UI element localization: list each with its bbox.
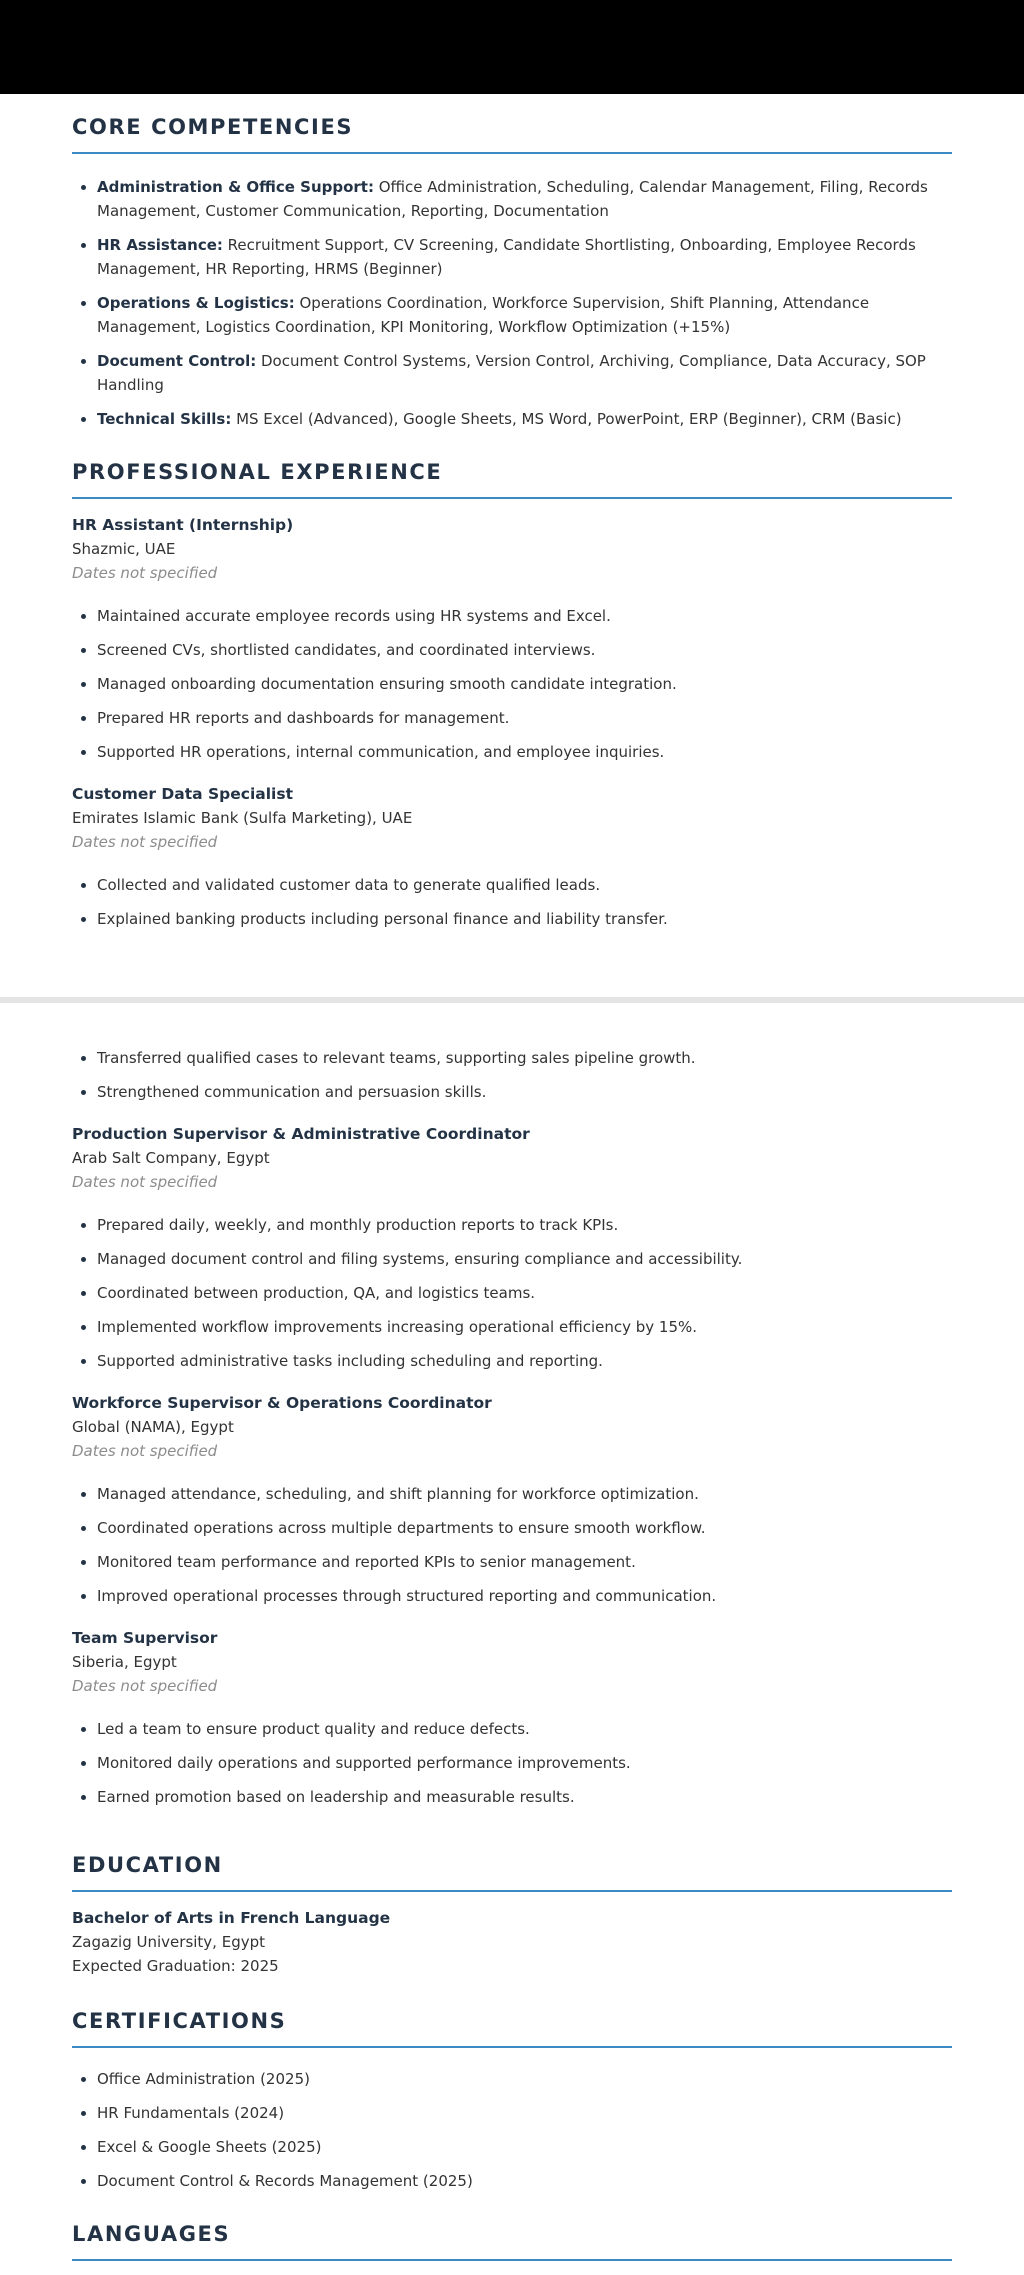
job-bullets: [72, 873, 952, 931]
list-item: • Excel & Google Sheets (2025): [97, 2135, 952, 2159]
skill-text: Operations Coordination, Workforce Supervision, Shift Planning, Attendance Management, Logistics Coordination, KPI Monitoring, Workflow Optimization (+15%): [97, 294, 870, 336]
list-item: • Managed onboarding documentation ensuring smooth candidate integration.: [97, 672, 952, 696]
list-item: • Transferred qualified cases to relevant teams, supporting sales pipeline growth.: [97, 1046, 952, 1070]
skill-text: Recruitment Support, CV Screening, Candidate Shortlisting, Onboarding, Employee Records Management, HR Reporting, HRMS (Beginner): [97, 236, 916, 278]
job-entry: [72, 1391, 952, 1608]
list-item: • Supported HR operations, internal communication, and employee inquiries.: [97, 740, 952, 764]
job-company: Emirates Islamic Bank (Sulfa Marketing), UAE: [72, 809, 413, 827]
job-company: Siberia, Egypt: [72, 1653, 177, 1671]
resume-page-1: [0, 94, 1024, 997]
job-bullets: [72, 1482, 952, 1608]
job-title: Team Supervisor: [72, 1629, 218, 1647]
graduation: Expected Graduation: 2025: [72, 1957, 279, 1975]
list-item: • Maintained accurate employee records using HR systems and Excel.: [97, 604, 952, 628]
list-item: • Explained banking products including personal finance and liability transfer.: [97, 907, 952, 931]
list-item: • Strengthened communication and persuasion skills.: [97, 1080, 952, 1104]
job-title: Workforce Supervisor & Operations Coordinator: [72, 1394, 492, 1412]
experience-continued: [72, 1046, 952, 1819]
list-item: • Prepared daily, weekly, and monthly production reports to track KPIs.: [97, 1213, 952, 1237]
job-dates: Dates not specified: [72, 833, 218, 851]
job-title: HR Assistant (Internship): [72, 516, 294, 534]
list-item: • Monitored team performance and reported KPIs to senior management.: [97, 1550, 952, 1574]
list-item: • Managed attendance, scheduling, and shift planning for workforce optimization.: [97, 1482, 952, 1506]
list-item: • Supported administrative tasks including scheduling and reporting.: [97, 1349, 952, 1373]
list-item: [97, 233, 952, 281]
experience-section: [72, 460, 952, 941]
job-title: Production Supervisor & Administrative Coordinator: [72, 1125, 530, 1143]
job-dates: Dates not specified: [72, 564, 218, 582]
job-entry: [72, 1122, 952, 1373]
section-title-education: EDUCATION: [72, 1853, 952, 1892]
job-entry: [72, 1626, 952, 1809]
job-bullets: [72, 1717, 952, 1809]
list-item: • Improved operational processes through structured reporting and communication.: [97, 1584, 952, 1608]
skill-label: Operations & Logistics:: [97, 294, 295, 312]
job-bullets: [72, 1213, 952, 1373]
list-item: • Prepared HR reports and dashboards for management.: [97, 706, 952, 730]
school: Zagazig University, Egypt: [72, 1933, 265, 1951]
list-item: • Document Control & Records Management (2025): [97, 2169, 952, 2193]
job-title: Customer Data Specialist: [72, 785, 293, 803]
job-bullets: [72, 604, 952, 764]
job-bullets: [72, 1046, 952, 1104]
degree: Bachelor of Arts in French Language: [72, 1909, 391, 1927]
list-item: • Coordinated between production, QA, and logistics teams.: [97, 1281, 952, 1305]
job-company: Shazmic, UAE: [72, 540, 176, 558]
list-item: • Managed document control and filing systems, ensuring compliance and accessibility.: [97, 1247, 952, 1271]
job-company: Arab Salt Company, Egypt: [72, 1149, 270, 1167]
section-title-experience: PROFESSIONAL EXPERIENCE: [72, 460, 952, 499]
skill-text: Document Control Systems, Version Control, Archiving, Compliance, Data Accuracy, SOP Handling: [97, 352, 926, 394]
job-company: Global (NAMA), Egypt: [72, 1418, 234, 1436]
list-item: • HR Fundamentals (2024): [97, 2101, 952, 2125]
skill-text: MS Excel (Advanced), Google Sheets, MS Word, PowerPoint, ERP (Beginner), CRM (Basic): [231, 410, 902, 428]
job-entry: [72, 782, 952, 931]
skill-label: Document Control:: [97, 352, 257, 370]
skill-label: Technical Skills:: [97, 410, 232, 428]
education-entry: [72, 1906, 952, 1978]
competencies-list: [72, 175, 952, 431]
section-title-core-competencies: CORE COMPETENCIES: [72, 115, 952, 154]
core-competencies-section: [72, 115, 952, 441]
resume-page-2: [0, 1003, 1024, 2275]
list-item: • Implemented workflow improvements increasing operational efficiency by 15%.: [97, 1315, 952, 1339]
list-item: • Collected and validated customer data to generate qualified leads.: [97, 873, 952, 897]
top-black-band: [0, 0, 1024, 94]
job-dates: Dates not specified: [72, 1173, 218, 1191]
list-item: • Coordinated operations across multiple departments to ensure smooth workflow.: [97, 1516, 952, 1540]
list-item: [97, 291, 952, 339]
list-item: • Screened CVs, shortlisted candidates, and coordinated interviews.: [97, 638, 952, 662]
languages-section: [72, 2222, 952, 2261]
skill-label: HR Assistance:: [97, 236, 223, 254]
list-item: • Monitored daily operations and supported performance improvements.: [97, 1751, 952, 1775]
list-item: [97, 175, 952, 223]
skill-label: Administration & Office Support:: [97, 178, 374, 196]
list-item: • Led a team to ensure product quality and reduce defects.: [97, 1717, 952, 1741]
job-dates: Dates not specified: [72, 1677, 218, 1695]
list-item: • Earned promotion based on leadership and measurable results.: [97, 1785, 952, 1809]
skill-text: Office Administration, Scheduling, Calendar Management, Filing, Records Management, Customer Communication, Reporting, Documentation: [97, 178, 928, 220]
list-item: • Office Administration (2025): [97, 2067, 952, 2091]
section-title-languages: LANGUAGES: [72, 2222, 952, 2261]
list-item: [97, 349, 952, 397]
job-entry: [72, 513, 952, 764]
education-section: [72, 1853, 952, 1978]
job-dates: Dates not specified: [72, 1442, 218, 1460]
certifications-section: [72, 2009, 952, 2203]
list-item: [97, 407, 952, 431]
section-title-certifications: CERTIFICATIONS: [72, 2009, 952, 2048]
certifications-list: [72, 2067, 952, 2193]
